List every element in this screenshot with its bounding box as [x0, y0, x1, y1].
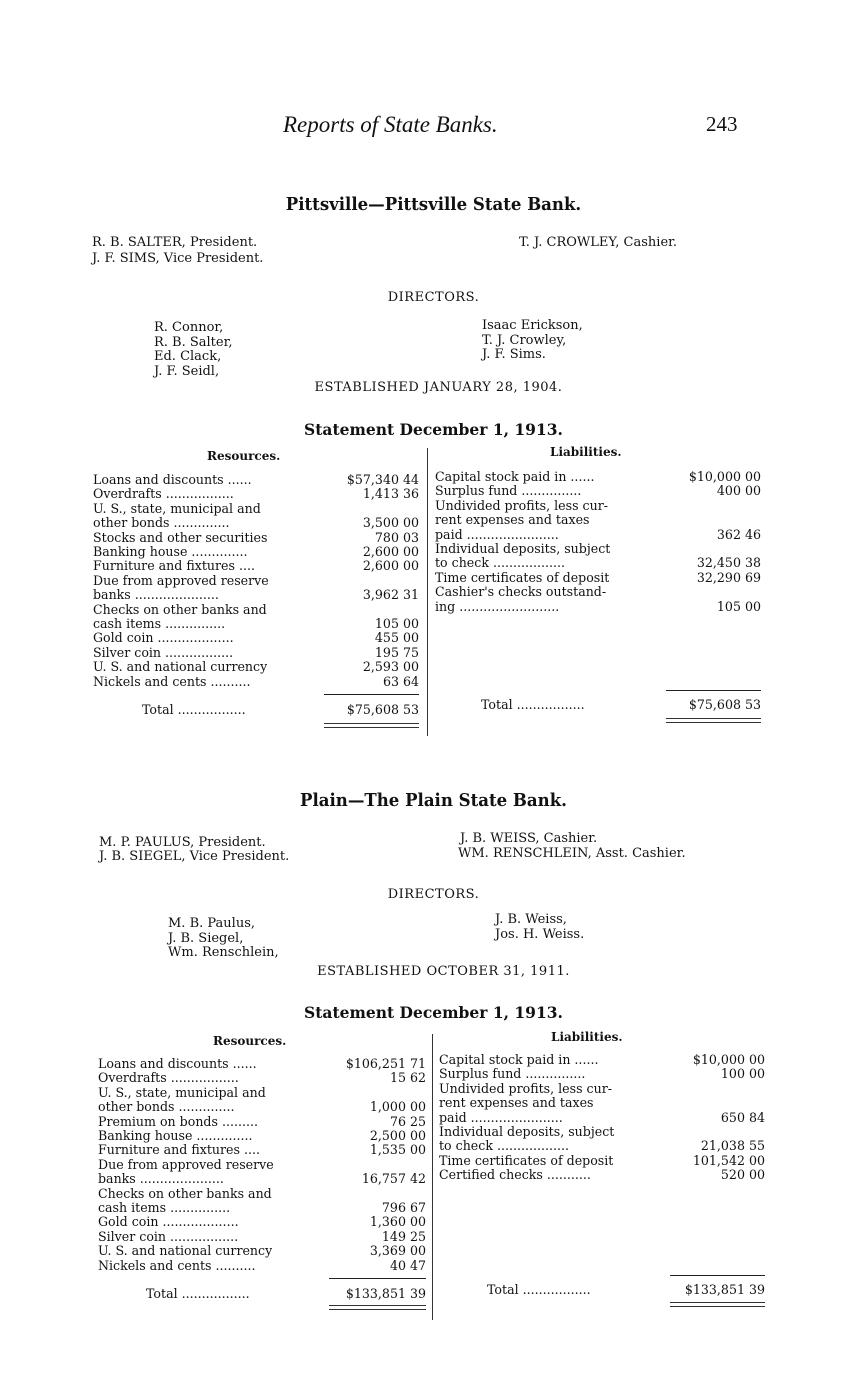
- page-header: [0, 112, 867, 142]
- director-name: Jos. H. Weiss.: [495, 926, 585, 942]
- table-row: Loans and discounts ...... $57,340 44: [93, 472, 419, 487]
- director-name: Isaac Erickson,: [482, 318, 583, 333]
- directors-list-left: [154, 321, 233, 379]
- total-amount: $133,851 39: [345, 1286, 426, 1301]
- double-rule: [329, 1305, 426, 1306]
- resources-table: [98, 1057, 426, 1273]
- double-rule: [670, 1302, 765, 1303]
- total-label: Total .................: [146, 1286, 250, 1301]
- table-row: Surplus fund ............... 400 00: [435, 483, 761, 499]
- officer-cashier: J. B. WEISS, Cashier.: [460, 831, 598, 846]
- table-row: Stocks and other securities 780 03: [93, 529, 419, 545]
- table-row: rent expenses and taxes: [435, 513, 590, 528]
- director-name: Ed. Clack,: [154, 349, 222, 364]
- statement-title: Statement December 1, 1913.: [304, 1003, 563, 1022]
- table-row: Silver coin ................. 195 75: [93, 644, 419, 660]
- bank-title: Plain—The Plain State Bank.: [300, 790, 567, 811]
- double-rule: [666, 718, 761, 719]
- officer-asst-cashier: WM. RENSCHLEIN, Asst. Cashier.: [458, 846, 686, 861]
- resources-table: [93, 473, 419, 689]
- table-row: Gold coin ................... 1,360 00: [98, 1214, 426, 1230]
- column-divider: [427, 448, 428, 736]
- director-name: R. B. Salter,: [154, 334, 233, 350]
- resources-heading: Resources.: [213, 1034, 287, 1048]
- liabilities-table: [439, 1053, 765, 1183]
- double-rule: [329, 1309, 426, 1310]
- table-row: Capital stock paid in ...... $10,000 00: [439, 1052, 765, 1067]
- table-row: Checks on other banks and: [93, 602, 267, 617]
- running-title: Reports of State Banks.: [283, 112, 498, 137]
- director-name: R. Connor,: [154, 320, 224, 335]
- liabilities-heading: Liabilities.: [551, 1030, 623, 1044]
- table-row: Checks on other banks and: [98, 1186, 272, 1201]
- column-divider: [432, 1034, 433, 1320]
- table-row: Capital stock paid in ...... $10,000 00: [435, 469, 761, 484]
- table-row: Banking house .............. 2,600 00: [93, 544, 419, 560]
- table-row: Cashier's checks outstand-: [435, 585, 607, 600]
- table-row: banks ..................... 16,757 42: [98, 1171, 426, 1187]
- officer-cashier: T. J. CROWLEY, Cashier.: [519, 235, 678, 250]
- table-row: Furniture and fixtures .... 2,600 00: [93, 558, 419, 574]
- director-name: J. F. Sims.: [482, 347, 546, 362]
- officer-president: M. P. PAULUS, President.: [99, 835, 266, 850]
- total-row-liabilities: [481, 697, 761, 712]
- double-rule: [324, 723, 419, 724]
- table-row: other bonds .............. 1,000 00: [98, 1099, 426, 1115]
- total-amount: $133,851 39: [684, 1282, 765, 1297]
- directors-list-left: [168, 917, 279, 961]
- table-row: to check .................. 21,038 55: [439, 1138, 765, 1154]
- table-row: rent expenses and taxes: [439, 1096, 594, 1111]
- table-row: Due from approved reserve: [93, 573, 269, 588]
- table-row: Silver coin ................. 149 25: [98, 1228, 426, 1244]
- table-row: ing ......................... 105 00: [435, 598, 761, 614]
- director-name: T. J. Crowley,: [482, 332, 567, 348]
- total-row-resources: [146, 1286, 426, 1301]
- directors-list-right: [482, 319, 583, 363]
- liabilities-table: [435, 470, 761, 614]
- table-row: Premium on bonds ......... 76 25: [98, 1113, 426, 1129]
- double-rule: [670, 1306, 765, 1307]
- liabilities-heading: Liabilities.: [550, 445, 622, 459]
- total-row-liabilities: [487, 1282, 765, 1297]
- total-label: Total .................: [142, 702, 246, 717]
- table-row: Banking house .............. 2,500 00: [98, 1128, 426, 1144]
- total-label: Total .................: [481, 697, 585, 712]
- table-row: Overdrafts ................. 1,413 36: [93, 486, 419, 502]
- total-rule: [670, 1275, 765, 1276]
- table-row: paid ....................... 650 84: [439, 1109, 765, 1125]
- officer-vice-president: J. B. SIEGEL, Vice President.: [99, 849, 290, 864]
- established-date: ESTABLISHED JANUARY 28, 1904.: [314, 380, 563, 395]
- director-name: Wm. Renschlein,: [168, 945, 279, 960]
- directors-heading: DIRECTORS.: [387, 887, 480, 902]
- officer-vice-president: J. F. SIMS, Vice President.: [92, 251, 264, 266]
- table-row: Nickels and cents .......... 40 47: [98, 1257, 426, 1273]
- table-row: to check .................. 32,450 38: [435, 555, 761, 571]
- total-row-resources: [142, 702, 419, 717]
- established-date: ESTABLISHED OCTOBER 31, 1911.: [317, 964, 570, 979]
- total-amount: $75,608 53: [688, 697, 761, 712]
- officer-president: R. B. SALTER, President.: [92, 235, 258, 250]
- table-row: U. S., state, municipal and: [98, 1085, 266, 1100]
- director-name: J. F. Seidl,: [154, 363, 220, 379]
- total-amount: $75,608 53: [346, 702, 419, 717]
- director-name: J. B. Siegel,: [168, 930, 244, 946]
- double-rule: [666, 722, 761, 723]
- directors-heading: DIRECTORS.: [387, 290, 480, 305]
- table-row: Surplus fund ............... 100 00: [439, 1066, 765, 1082]
- total-rule: [329, 1278, 426, 1279]
- table-row: Undivided profits, less cur-: [435, 498, 608, 513]
- table-row: Individual deposits, subject: [435, 542, 611, 557]
- total-rule: [324, 694, 419, 695]
- page-number: 243: [706, 112, 738, 136]
- table-row: Certified checks ........... 520 00: [439, 1167, 765, 1183]
- resources-heading: Resources.: [207, 449, 281, 463]
- table-row: U. S. and national currency 3,369 00: [98, 1243, 426, 1259]
- director-name: J. B. Weiss,: [495, 912, 567, 927]
- table-row: paid ....................... 362 46: [435, 526, 761, 542]
- table-row: cash items ............... 105 00: [93, 616, 419, 632]
- table-row: Due from approved reserve: [98, 1157, 274, 1172]
- table-row: Undivided profits, less cur-: [439, 1081, 612, 1096]
- bank-title: Pittsville—Pittsville State Bank.: [285, 194, 582, 215]
- total-rule: [666, 690, 761, 691]
- table-row: U. S., state, municipal and: [93, 501, 261, 516]
- table-row: Time certificates of deposit 101,542 00: [439, 1152, 765, 1168]
- director-name: M. B. Paulus,: [168, 916, 256, 931]
- table-row: banks ..................... 3,962 31: [93, 587, 419, 603]
- table-row: U. S. and national currency 2,593 00: [93, 659, 419, 675]
- table-row: Overdrafts ................. 15 62: [98, 1070, 426, 1086]
- table-row: Loans and discounts ...... $106,251 71: [98, 1056, 426, 1071]
- table-row: Individual deposits, subject: [439, 1125, 615, 1140]
- directors-list-right: [495, 913, 584, 942]
- table-row: cash items ............... 796 67: [98, 1200, 426, 1216]
- table-row: Furniture and fixtures .... 1,535 00: [98, 1142, 426, 1158]
- double-rule: [324, 727, 419, 728]
- total-label: Total .................: [487, 1282, 591, 1297]
- table-row: Nickels and cents .......... 63 64: [93, 673, 419, 689]
- table-row: other bonds .............. 3,500 00: [93, 515, 419, 531]
- table-row: Gold coin ................... 455 00: [93, 630, 419, 646]
- statement-title: Statement December 1, 1913.: [304, 420, 563, 439]
- table-row: Time certificates of deposit 32,290 69: [435, 569, 761, 585]
